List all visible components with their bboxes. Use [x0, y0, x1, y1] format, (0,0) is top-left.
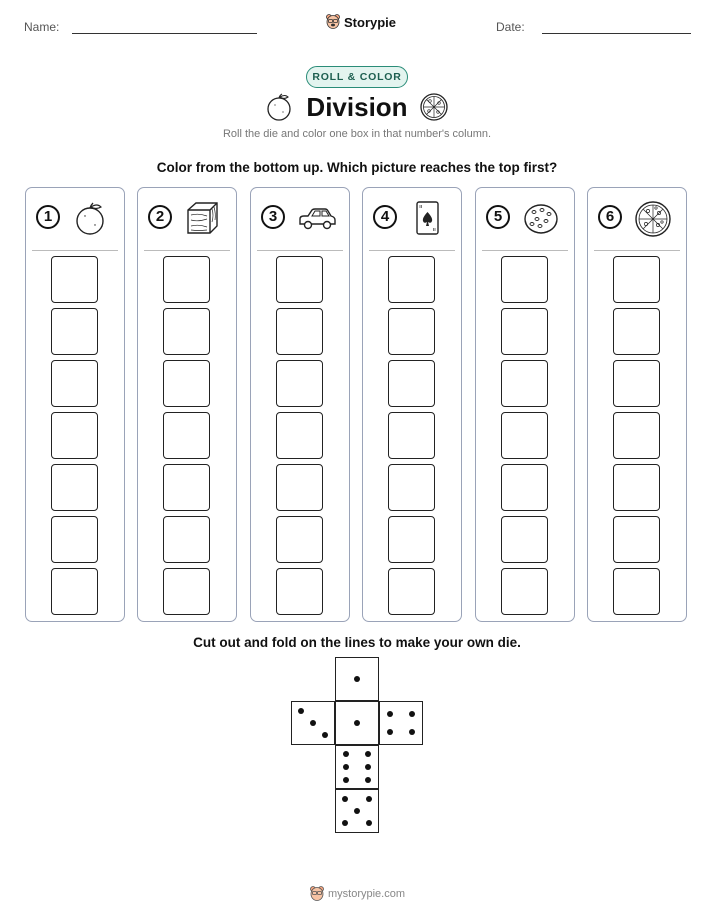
- color-box[interactable]: [51, 568, 98, 615]
- color-box[interactable]: [163, 516, 210, 563]
- color-box[interactable]: [51, 412, 98, 459]
- instruction: Color from the bottom up. Which picture reaches the top first?: [156, 160, 558, 175]
- color-box[interactable]: [276, 412, 323, 459]
- color-box[interactable]: [51, 516, 98, 563]
- die-face-6: [335, 745, 379, 789]
- cookie-icon: [522, 200, 558, 236]
- color-box[interactable]: [501, 256, 548, 303]
- color-box[interactable]: [388, 412, 435, 459]
- color-box[interactable]: [388, 568, 435, 615]
- die-pip: [409, 729, 415, 735]
- color-box[interactable]: [276, 464, 323, 511]
- die-pip: [298, 708, 304, 714]
- bear-mascot-icon: [326, 14, 340, 30]
- bear-mascot-icon: [310, 886, 324, 902]
- pizza-icon: [419, 92, 449, 122]
- color-box[interactable]: [388, 464, 435, 511]
- die-pip: [366, 820, 372, 826]
- die-pip: [409, 711, 415, 717]
- name-line[interactable]: [72, 33, 257, 34]
- color-box[interactable]: [51, 308, 98, 355]
- column-divider: [257, 250, 343, 251]
- die-instruction: Cut out and fold on the lines to make your own die.: [193, 635, 521, 650]
- car-icon: [297, 200, 333, 236]
- roll-and-color-badge: ROLL & COLOR: [306, 66, 408, 88]
- column-divider: [144, 250, 230, 251]
- color-box[interactable]: [613, 568, 660, 615]
- page-title: Division: [306, 92, 408, 122]
- color-box[interactable]: [163, 412, 210, 459]
- footer: [310, 886, 405, 902]
- die-face-5: [335, 789, 379, 833]
- orange-icon: [72, 200, 108, 236]
- color-box[interactable]: [276, 308, 323, 355]
- color-box[interactable]: [163, 308, 210, 355]
- die-pip: [342, 820, 348, 826]
- color-box[interactable]: [163, 360, 210, 407]
- column-divider: [32, 250, 118, 251]
- color-box[interactable]: [163, 256, 210, 303]
- column-3: [250, 187, 350, 622]
- die-pip: [343, 751, 349, 757]
- wooden-block-icon: [184, 200, 220, 236]
- die-face-4: [379, 701, 423, 745]
- color-box[interactable]: [613, 412, 660, 459]
- die-pip: [387, 729, 393, 735]
- pizza-icon: [634, 200, 670, 236]
- column-number: 4: [373, 205, 397, 229]
- color-box[interactable]: [613, 464, 660, 511]
- color-box[interactable]: [276, 568, 323, 615]
- color-box[interactable]: [388, 360, 435, 407]
- color-box[interactable]: [613, 256, 660, 303]
- orange-icon: [264, 92, 294, 122]
- color-box[interactable]: [501, 568, 548, 615]
- color-box[interactable]: [163, 464, 210, 511]
- die-pip: [322, 732, 328, 738]
- footer-url[interactable]: mystorypie.com: [328, 888, 406, 900]
- date-label: Date:: [496, 20, 525, 34]
- column-divider: [482, 250, 568, 251]
- color-box[interactable]: [51, 464, 98, 511]
- die-face-1: [335, 657, 379, 701]
- color-box[interactable]: [276, 516, 323, 563]
- column-number: 2: [148, 205, 172, 229]
- die-pip: [366, 796, 372, 802]
- color-box[interactable]: [613, 308, 660, 355]
- color-box[interactable]: [388, 516, 435, 563]
- color-box[interactable]: [501, 516, 548, 563]
- column-divider: [369, 250, 455, 251]
- die-pip: [387, 711, 393, 717]
- subtitle: Roll the die and color one box in that number's column.: [222, 128, 492, 140]
- column-number: 6: [598, 205, 622, 229]
- column-number: 1: [36, 205, 60, 229]
- die-pip: [343, 777, 349, 783]
- die-pip: [354, 676, 360, 682]
- die-pip: [342, 796, 348, 802]
- color-box[interactable]: [51, 360, 98, 407]
- die-face-1: [335, 701, 379, 745]
- die-pip: [365, 764, 371, 770]
- color-box[interactable]: [501, 412, 548, 459]
- die-pip: [354, 720, 360, 726]
- column-4: [362, 187, 462, 622]
- color-box[interactable]: [501, 308, 548, 355]
- brand-name: Storypie: [344, 14, 397, 30]
- die-face-3: [291, 701, 335, 745]
- column-2: [137, 187, 237, 622]
- color-box[interactable]: [276, 360, 323, 407]
- color-box[interactable]: [501, 464, 548, 511]
- column-divider: [594, 250, 680, 251]
- color-box[interactable]: [51, 256, 98, 303]
- color-box[interactable]: [276, 256, 323, 303]
- color-box[interactable]: [613, 360, 660, 407]
- color-box[interactable]: [388, 256, 435, 303]
- column-6: [587, 187, 687, 622]
- column-number: 5: [486, 205, 510, 229]
- column-1: [25, 187, 125, 622]
- die-pip: [365, 751, 371, 757]
- brand-logo: [326, 14, 396, 30]
- column-number: 3: [261, 205, 285, 229]
- color-box[interactable]: [163, 568, 210, 615]
- die-pip: [365, 777, 371, 783]
- playing-card-icon: [409, 200, 445, 236]
- color-box[interactable]: [613, 516, 660, 563]
- name-label: Name:: [24, 20, 60, 34]
- die-pip: [310, 720, 316, 726]
- color-box[interactable]: [501, 360, 548, 407]
- column-5: [475, 187, 575, 622]
- die-pip: [354, 808, 360, 814]
- date-line[interactable]: [542, 33, 691, 34]
- color-box[interactable]: [388, 308, 435, 355]
- die-pip: [343, 764, 349, 770]
